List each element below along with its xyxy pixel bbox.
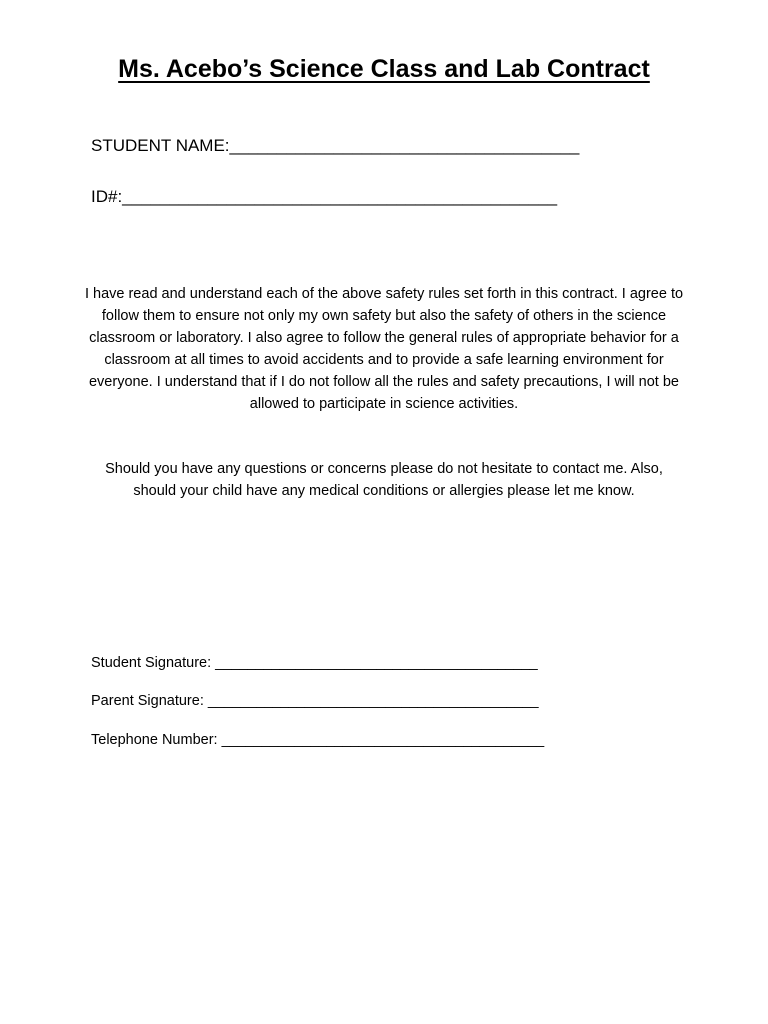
agreement-paragraph: I have read and understand each of the above safety rules set forth in this contract. I agree to follow them to ensure not only my own safety but also the safety of others in the science classroom or laboratory. I also agree to follow the general rules of appropriate behavior for a classroom at all times to avoid accidents and to provide a safe learning environment for everyone. I understand that if I do not follow all the rules and safety precautions, I will not be allowed to participate in science activities. xyxy=(84,286,684,412)
student-signature-line: Student Signature: ________________________________________ xyxy=(91,655,538,671)
contact-paragraph: Should you have any questions or concerns please do not hesitate to contact me. Also, should your child have any medical conditions or allergies please let me know. xyxy=(105,461,663,499)
parent-signature-line: Parent Signature: _________________________________________ xyxy=(91,693,539,709)
student-name-field: STUDENT NAME:_____________________________________ xyxy=(91,136,580,155)
telephone-number-line: Telephone Number: ________________________________________ xyxy=(91,732,545,748)
page-title: Ms. Acebo’s Science Class and Lab Contract xyxy=(118,55,650,83)
student-id-field: ID#:______________________________________________ xyxy=(91,187,558,206)
